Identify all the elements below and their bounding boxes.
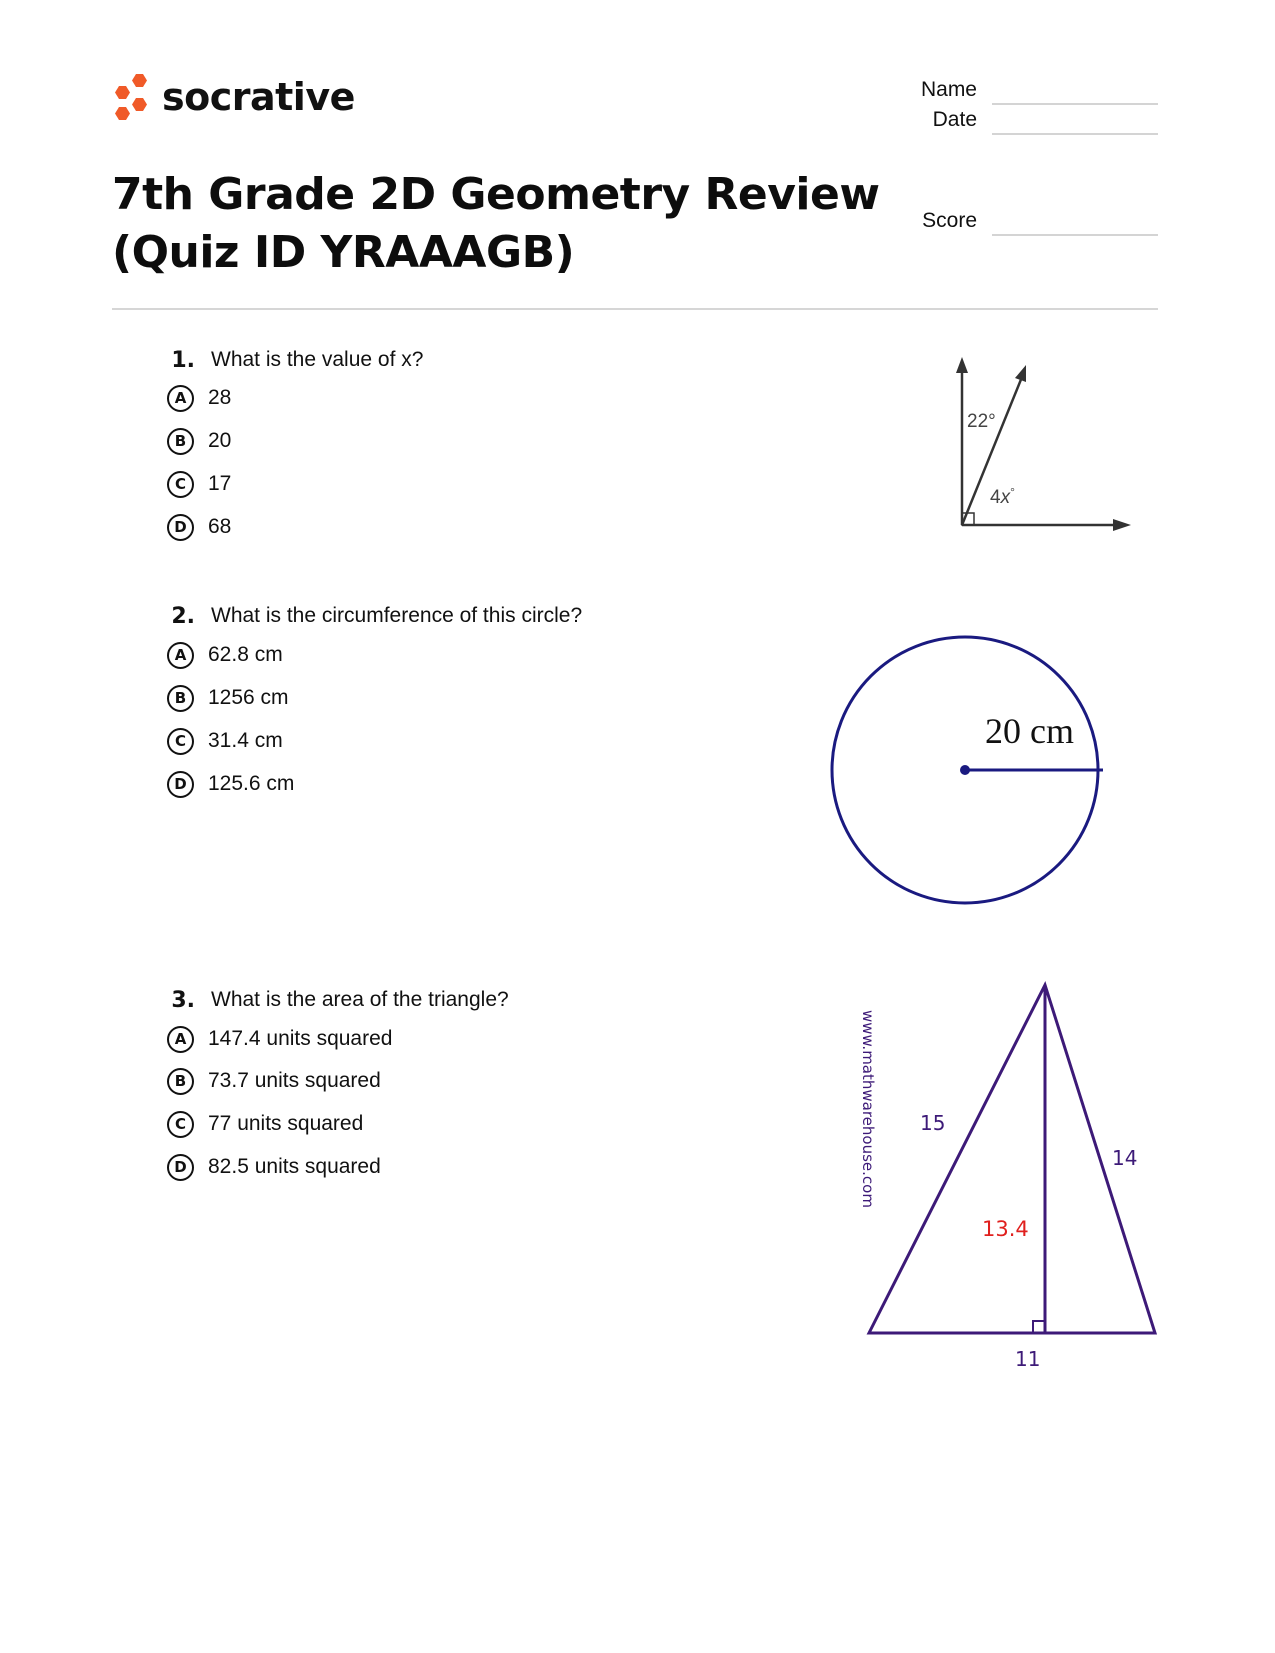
option-text: 31.4 cm [208, 729, 283, 752]
option-a[interactable] [167, 640, 294, 670]
question-3-options [167, 1024, 392, 1182]
option-letter-badge[interactable]: C [167, 471, 194, 498]
option-letter-badge[interactable]: A [167, 1026, 194, 1053]
bottom-angle-label: 4x° [990, 485, 1015, 508]
option-text: 82.5 units squared [208, 1155, 381, 1178]
option-text: 68 [208, 515, 232, 538]
question-number: 1. [171, 347, 195, 373]
triangle-figure [850, 975, 1170, 1375]
question-number: 3. [171, 987, 195, 1013]
question-text: What is the circumference of this circle? [211, 604, 583, 627]
option-a[interactable] [167, 383, 231, 413]
option-letter-badge[interactable]: B [167, 1068, 194, 1095]
watermark-text: www.mathwarehouse.com [859, 1010, 877, 1208]
question-1-options [167, 383, 231, 542]
question-number: 2. [171, 603, 195, 629]
right-side-label: 14 [1112, 1146, 1138, 1170]
option-c[interactable] [167, 1109, 392, 1139]
name-label: Name [920, 78, 977, 101]
option-letter-badge[interactable]: B [167, 428, 194, 455]
option-letter-badge[interactable]: B [167, 685, 194, 712]
option-d[interactable] [167, 512, 231, 542]
option-letter-badge[interactable]: C [167, 728, 194, 755]
option-text: 1256 cm [208, 686, 289, 709]
date-input-line[interactable] [992, 133, 1158, 135]
option-text: 62.8 cm [208, 643, 283, 666]
option-text: 20 [208, 429, 232, 452]
option-text: 77 units squared [208, 1112, 364, 1135]
height-label: 13.4 [982, 1217, 1029, 1241]
option-text: 125.6 cm [208, 772, 295, 795]
date-field [887, 108, 1158, 132]
option-letter-badge[interactable]: A [167, 642, 194, 669]
score-label: Score [922, 209, 977, 232]
option-text: 147.4 units squared [208, 1027, 393, 1050]
option-letter-badge[interactable]: D [167, 771, 194, 798]
socrative-logo [112, 72, 355, 122]
base-label: 11 [1015, 1347, 1041, 1371]
angle-diagram-figure [945, 355, 1135, 535]
option-letter-badge[interactable]: D [167, 1154, 194, 1181]
option-b[interactable] [167, 1066, 392, 1096]
option-letter-badge[interactable]: D [167, 514, 194, 541]
option-c[interactable] [167, 726, 294, 756]
question-3 [165, 985, 509, 1015]
score-input-line[interactable] [992, 234, 1158, 236]
option-letter-badge[interactable]: A [167, 385, 194, 412]
title-line-2: (Quiz ID YRAAAGB) [112, 227, 575, 278]
option-b[interactable] [167, 683, 294, 713]
circle-figure [825, 630, 1115, 910]
top-angle-label: 22° [967, 411, 996, 432]
radius-label: 20 cm [985, 711, 1074, 751]
title-line-1: 7th Grade 2D Geometry Review [112, 169, 880, 220]
left-side-label: 15 [920, 1111, 946, 1135]
option-d[interactable] [167, 1152, 392, 1182]
option-a[interactable] [167, 1024, 392, 1054]
name-field [887, 78, 1158, 102]
question-2 [165, 601, 582, 631]
option-d[interactable] [167, 769, 294, 799]
option-text: 28 [208, 386, 232, 409]
date-label: Date [932, 108, 977, 131]
question-text: What is the area of the triangle? [211, 988, 509, 1011]
header-divider [112, 308, 1158, 310]
option-letter-badge[interactable]: C [167, 1111, 194, 1138]
hexagon-logo-icon [112, 72, 152, 122]
question-text: What is the value of x? [211, 348, 424, 371]
question-1 [165, 345, 423, 375]
brand-name: socrative [162, 75, 355, 119]
option-text: 17 [208, 472, 232, 495]
question-2-options [167, 640, 294, 799]
score-field [887, 209, 1158, 233]
option-text: 73.7 units squared [208, 1069, 381, 1092]
name-input-line[interactable] [992, 103, 1158, 105]
page-title [112, 166, 892, 282]
option-b[interactable] [167, 426, 231, 456]
option-c[interactable] [167, 469, 231, 499]
